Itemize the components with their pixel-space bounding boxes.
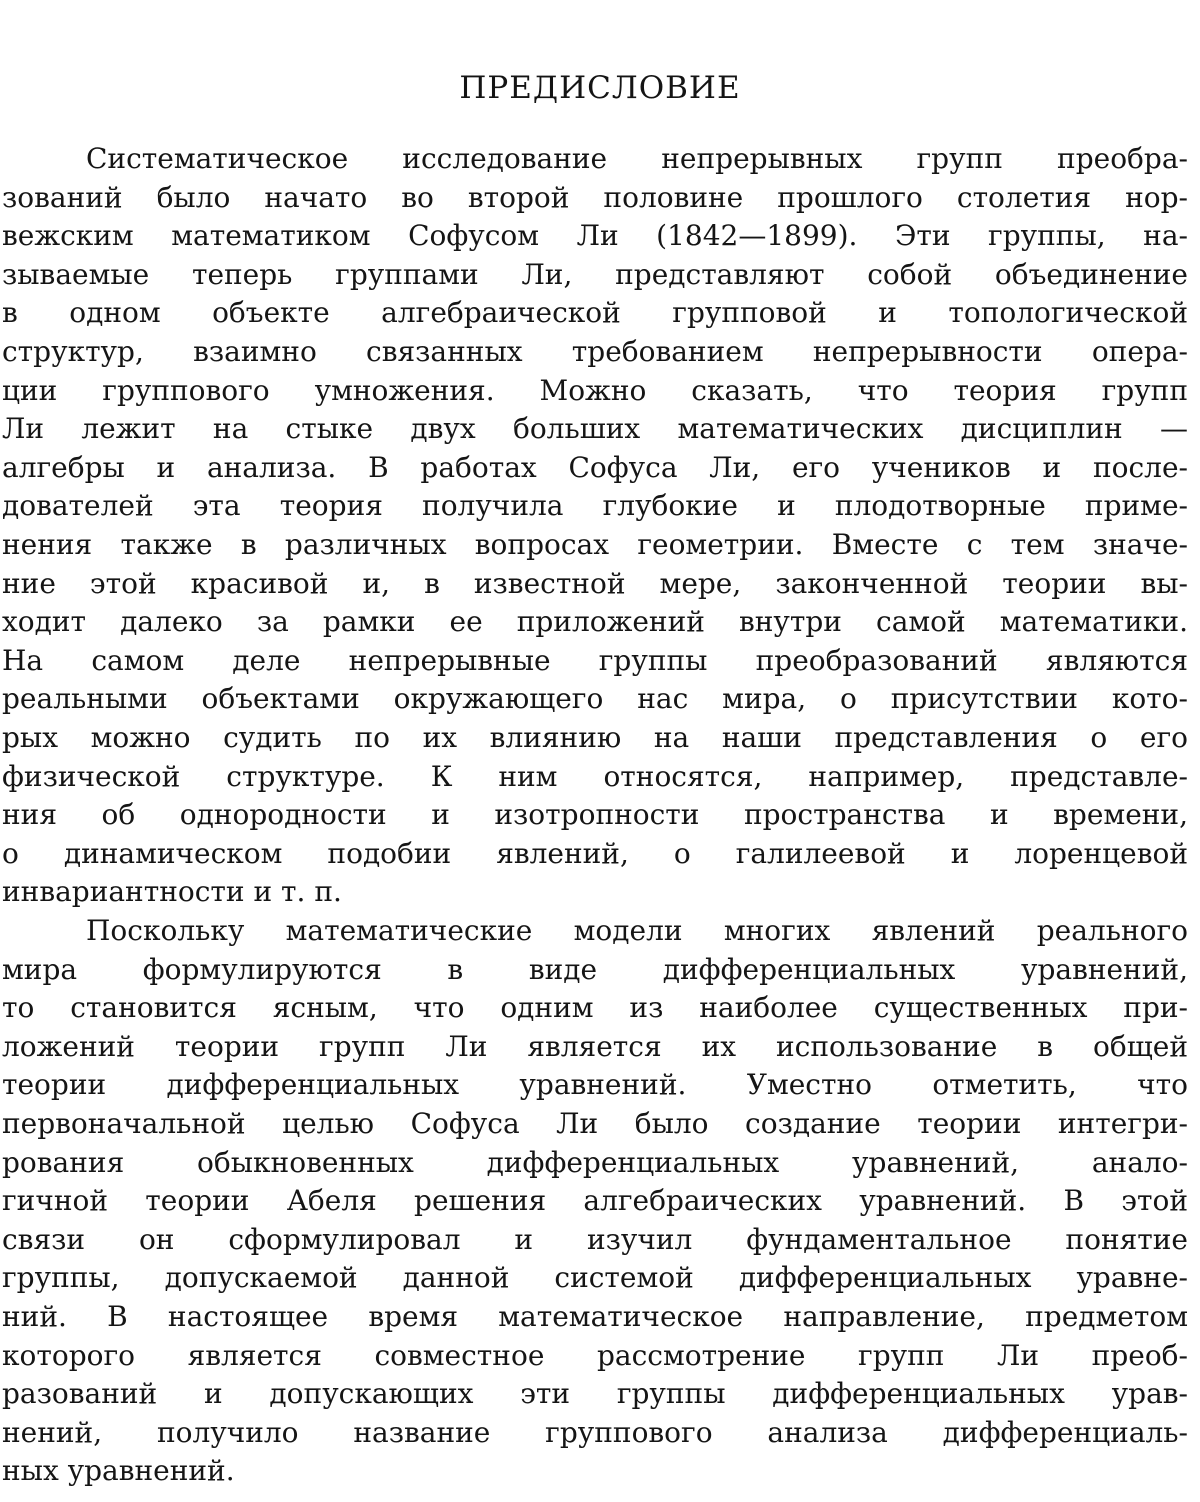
text-line: нения также в различных вопросах геометрии. Вместе с тем значе- [2, 528, 1188, 561]
text-line: зований было начато во второй половине прошлого столетия нор- [2, 180, 1188, 214]
text-line: о динамическом подобии явлений, о галилеевой и лоренцевой [2, 836, 1188, 870]
page-title: ПРЕДИСЛОВИЕ [459, 70, 741, 106]
text-line: разований и допускающих эти группы дифференциальных урав- [2, 1377, 1188, 1411]
text-line: алгебры и анализа. В работах Софуса Ли, его учеников и после- [2, 450, 1188, 484]
text-line: которого является совместное рассмотрение групп Ли преоб- [2, 1338, 1188, 1372]
text-line: мира формулируются в виде дифференциальных уравнений, [2, 952, 1188, 986]
text-line: инвариантности и т. п. [2, 875, 342, 909]
text-line: ходит далеко за рамки ее приложений внутри самой математики. [2, 605, 1188, 639]
text-line: связи он сформулировал и изучил фундаментальное понятие [2, 1222, 1188, 1256]
text-line: то становится ясным, что одним из наиболее существенных при- [2, 991, 1188, 1025]
text-line: гичной теории Абеля решения алгебраических уравнений. В этой [2, 1184, 1188, 1218]
text-line: дователей эта теория получила глубокие и плодотворные приме- [2, 489, 1188, 523]
text-line: структур, взаимно связанных требованием непрерывности опера- [2, 335, 1188, 368]
text-line: физической структуре. К ним относятся, например, представле- [2, 759, 1188, 793]
text-line: ния об однородности и изотропности пространства и времени, [2, 798, 1188, 832]
text-line: Ли лежит на стыке двух больших математических дисциплин — [2, 412, 1188, 446]
text-line: первоначальной целью Софуса Ли было создание теории интегри- [2, 1107, 1188, 1140]
text-line: реальными объектами окружающего нас мира, о присутствии кото- [2, 682, 1188, 716]
text-line: вежским математиком Софусом Ли (1842—1899). Эти группы, на- [2, 219, 1188, 253]
text-line: На самом деле непрерывные группы преобразований являются [2, 643, 1188, 677]
text-line: ных уравнений. [2, 1454, 235, 1488]
text-line: ний. В настоящее время математическое направление, предметом [2, 1300, 1188, 1333]
text-line: рования обыкновенных дифференциальных уравнений, анало- [2, 1145, 1188, 1179]
text-line: Систематическое исследование непрерывных групп преобра- [86, 142, 1188, 175]
text-line: нений, получило название группового анализа дифференциаль- [2, 1415, 1188, 1449]
text-line: зываемые теперь группами Ли, представляют собой объединение [2, 257, 1188, 291]
text-line: ние этой красивой и, в известной мере, законченной теории вы- [2, 566, 1188, 600]
text-line: в одном объекте алгебраической групповой и топологической [2, 296, 1188, 330]
text-line: теории дифференциальных уравнений. Уместно отметить, что [2, 1068, 1188, 1102]
text-line: ложений теории групп Ли является их использование в общей [2, 1029, 1188, 1063]
text-line: Поскольку математические модели многих явлений реального [86, 914, 1188, 947]
text-line: группы, допускаемой данной системой дифференциальных уравне- [2, 1261, 1188, 1295]
text-line: ции группового умножения. Можно сказать, что теория групп [2, 373, 1188, 407]
text-line: рых можно судить по их влиянию на наши представления о его [2, 721, 1188, 754]
